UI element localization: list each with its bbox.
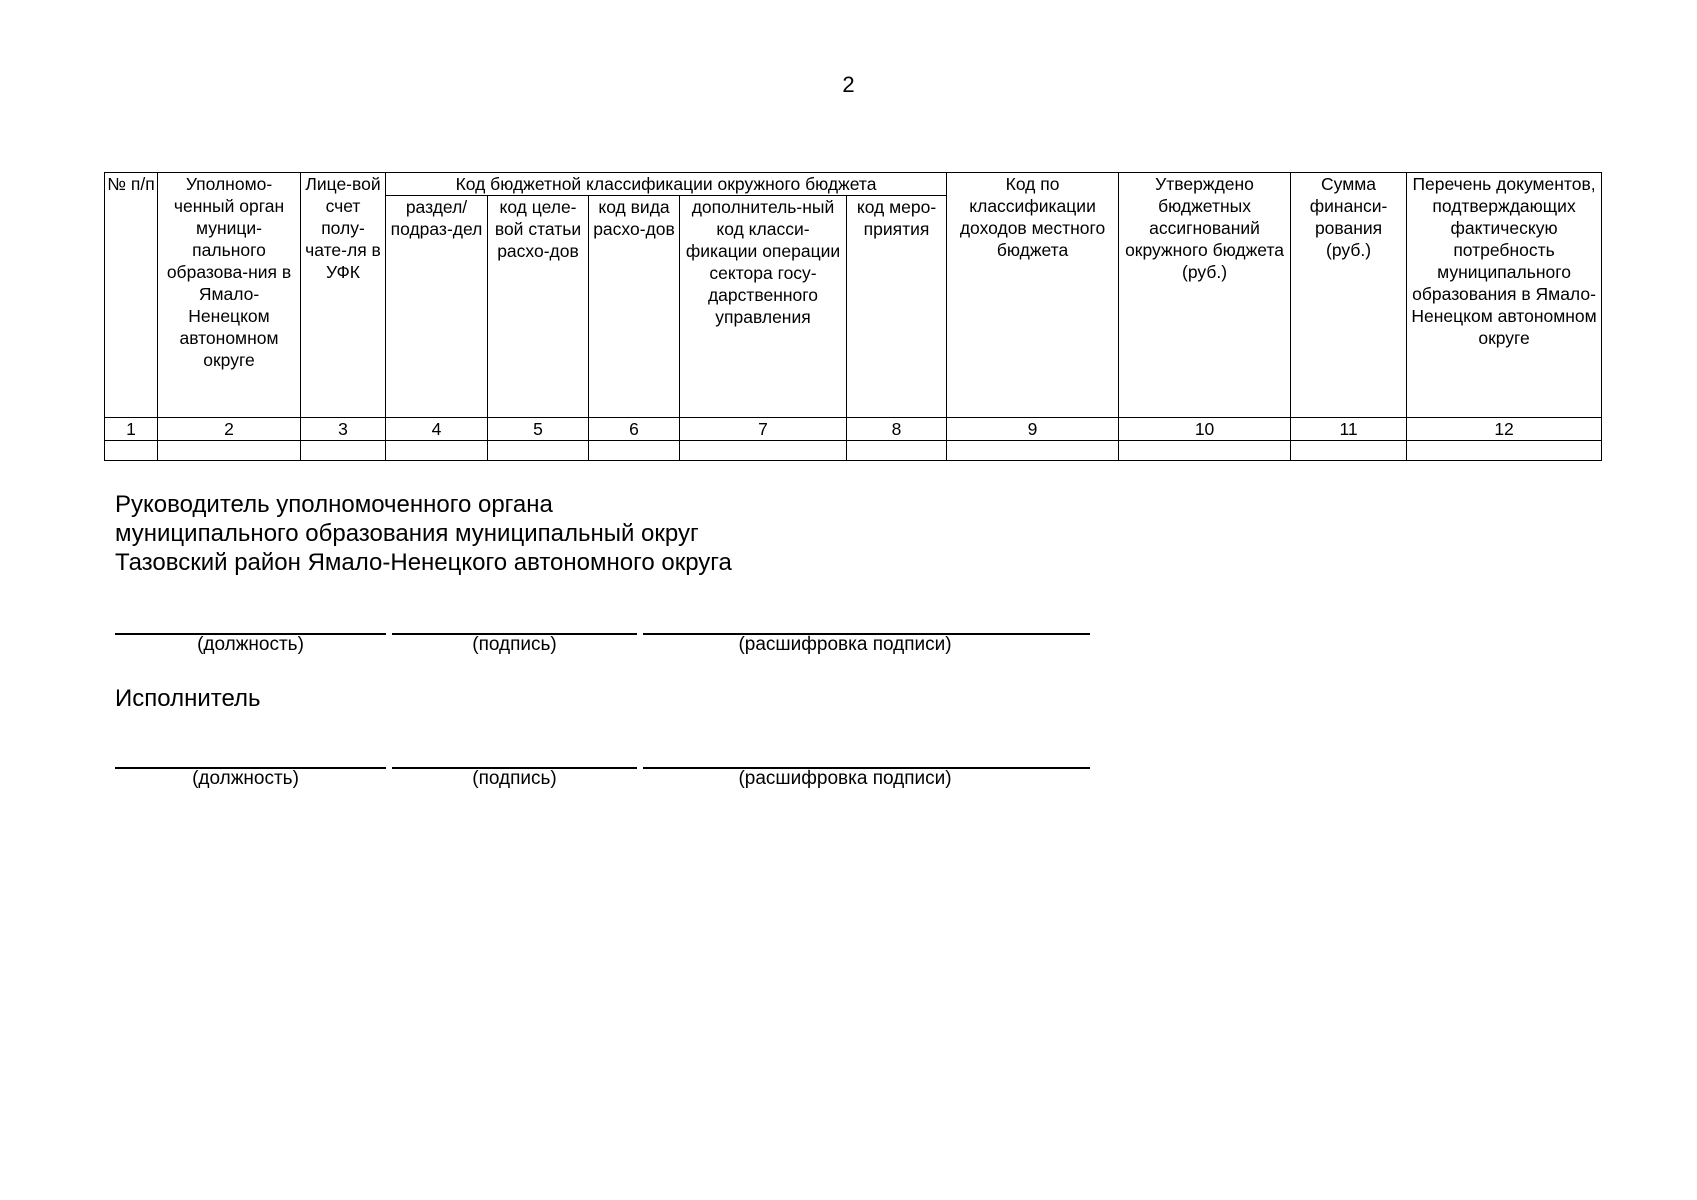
header-cell-event: код меро-приятия: [847, 196, 947, 418]
head-signature-title: [115, 490, 732, 577]
executor-position-caption: (должность): [192, 768, 299, 789]
header-cell-authority: Уполномо-ченный орган муници-пального образова-ния в Ямало-Ненецком автономном округе: [158, 173, 301, 418]
head-title-line: Руководитель уполномоченного органа: [115, 491, 553, 518]
table-cell: [589, 441, 680, 461]
column-number-cell: 8: [847, 418, 947, 441]
column-number-cell: 1: [105, 418, 158, 441]
executor-decoding-caption: (расшифровка подписи): [738, 768, 952, 789]
column-number-cell: 9: [947, 418, 1119, 441]
table-cell: [1119, 441, 1291, 461]
table-cell: [386, 441, 488, 461]
table-cell: [158, 441, 301, 461]
column-number-cell: 3: [301, 418, 386, 441]
header-cell-account: Лице-вой счет полу-чате-ля в УФК: [301, 173, 386, 418]
executor-label: Исполнитель: [115, 685, 261, 712]
head-position-caption: (должность): [197, 634, 304, 655]
page-number: 2: [842, 72, 855, 97]
header-cell-sum: Сумма финанси-рования (руб.): [1291, 173, 1407, 418]
column-number-cell: 12: [1407, 418, 1602, 441]
header-cell-target: код целе-вой статьи расхо-дов: [488, 196, 589, 418]
header-cell-section: раздел/ подраз-дел: [386, 196, 488, 418]
column-number-cell: 4: [386, 418, 488, 441]
column-number-cell: 11: [1291, 418, 1407, 441]
table-header-row: [105, 173, 1602, 196]
executor-signature-caption: (подпись): [472, 768, 557, 789]
header-cell-kbk-group: Код бюджетной классификации окружного бюджета: [386, 173, 947, 196]
header-cell-additional: дополнитель-ный код класси-фикации операции сектора госу-дарственного управления: [680, 196, 847, 418]
header-cell-expense-type: код вида расхо-дов: [589, 196, 680, 418]
head-title-line: муниципального образования муниципальный округ: [115, 520, 699, 547]
header-cell-income-code: Код по классификации доходов местного бюджета: [947, 173, 1119, 418]
budget-allocation-table: [104, 172, 1602, 461]
column-number-cell: 6: [589, 418, 680, 441]
column-number-cell: 2: [158, 418, 301, 441]
header-cell-documents: Перечень документов, подтверждающих фактическую потребность муниципального образования в Ямало-Ненецком автономном округе: [1407, 173, 1602, 418]
head-title-line: Тазовский район Ямало-Ненецкого автономного округа: [115, 549, 732, 576]
table-cell: [847, 441, 947, 461]
header-cell-approved: Утверждено бюджетных ассигнований окружного бюджета (руб.): [1119, 173, 1291, 418]
table-cell: [1407, 441, 1602, 461]
table-cell: [947, 441, 1119, 461]
column-numbers-row: [105, 418, 1602, 441]
head-signature-caption: (подпись): [472, 634, 557, 655]
table-row: [105, 441, 1602, 461]
column-number-cell: 5: [488, 418, 589, 441]
table-cell: [105, 441, 158, 461]
table-cell: [680, 441, 847, 461]
header-cell-number: № п/п: [105, 173, 158, 418]
column-number-cell: 7: [680, 418, 847, 441]
table-cell: [1291, 441, 1407, 461]
table-cell: [488, 441, 589, 461]
table-cell: [301, 441, 386, 461]
head-decoding-caption: (расшифровка подписи): [738, 634, 952, 655]
column-number-cell: 10: [1119, 418, 1291, 441]
